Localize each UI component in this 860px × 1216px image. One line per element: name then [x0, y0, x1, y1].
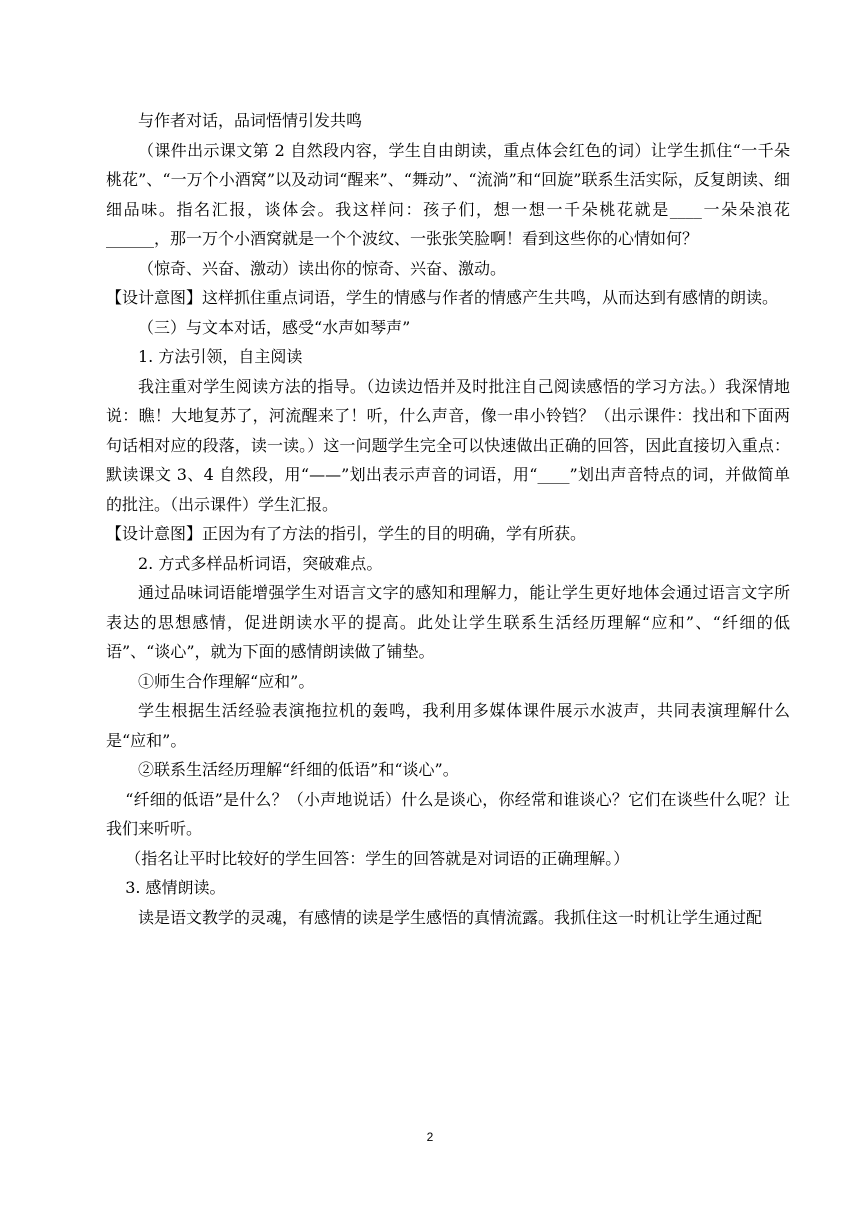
subheading-emotional-reading: 3. 感情朗读。 [125, 878, 226, 897]
paragraph-design-intent-1: 【设计意图】这样抓住重点词语，学生的情感与作者的情感产生共鸣，从而达到有感情的朗读。 [106, 288, 779, 307]
paragraph-student-answers: （指名让平时比较好的学生回答：学生的回答就是对词语的正确理解。） [125, 848, 630, 868]
paragraph-word-savoring: 通过品味词语能增强学生对语言文字的感知和理解力，能让学生更好地体会通过语言文字所表达的思想感情，促进朗读水平的提高。此处让学生联系生活经历理解“应和”、“纤细的低语”、“谈心”，就为下面的感情朗读做了铺垫。 [106, 583, 790, 661]
item-understand-yinghe: ①师生合作理解“应和”。 [138, 671, 315, 691]
subheading-method-guidance: 1. 方法引领，自主阅读 [138, 347, 303, 366]
paragraph-surprise-excitement: （惊奇、兴奋、激动）读出你的惊奇、兴奋、激动。 [138, 258, 507, 278]
subheading-word-analysis: 2. 方式多样品析词语，突破难点。 [138, 553, 383, 573]
section-heading-dialogue-author: 与作者对话，品词悟情引发共鸣 [138, 111, 363, 130]
section-heading-part-three: （三）与文本对话，感受“水声如琴声” [138, 317, 411, 337]
paragraph-reading-method: 我注重对学生阅读方法的指导。（边读边悟并及时批注自己阅读感悟的学习方法。）我深情地说：瞧！大地复苏了，河流醒来了！听，什么声音，像一串小铃铛？（出示课件：找出和下面两句话相对应的段落，读一读。）这一问题学生完全可以快速做出正确的回答，因此直接切入重点：默读课文 3、4 自然段，用“——”划出表示声音的词语，用“____”划出声音特点的词，并做简单的批注。（出示课件）学生汇报。 [106, 376, 790, 514]
paragraph-whisper-question: “纤细的低语”是什么？（小声地说话）什么是谈心，你经常和谁谈心？它们在谈些什么呢？让我们来听听。 [106, 789, 790, 838]
paragraph-tractor-performance: 学生根据生活经验表演拖拉机的轰鸣，我利用多媒体课件展示水波声，共同表演理解什么是“应和”。 [106, 701, 790, 750]
item-understand-whisper: ②联系生活经历理解“纤细的低语”和“谈心”。 [138, 760, 459, 779]
paragraph-courseware-peach-blossoms: （课件出示课文第 2 自然段内容，学生自由朗读，重点体会红色的词）让学生抓住“一千朵桃花”、“一万个小酒窝”以及动词“醒来”、“舞动”、“流淌”和“回旋”联系生活实际，反复朗读、细细品味。指名汇报，谈体会。我这样问：孩子们，想一想一千朵桃花就是____一朵朵浪花______，那一万个小酒窝就是一个个波纹、一张张笑脸啊！看到这些你的心情如何？ [106, 140, 790, 248]
paragraph-design-intent-2: 【设计意图】正因为有了方法的指引，学生的目的明确，学有所获。 [106, 524, 587, 543]
page-number: 2 [426, 1130, 434, 1144]
document-body [106, 106, 790, 932]
paragraph-reading-soul: 读是语文教学的灵魂，有感情的读是学生感悟的真情流露。我抓住这一时机让学生通过配 [138, 907, 763, 927]
